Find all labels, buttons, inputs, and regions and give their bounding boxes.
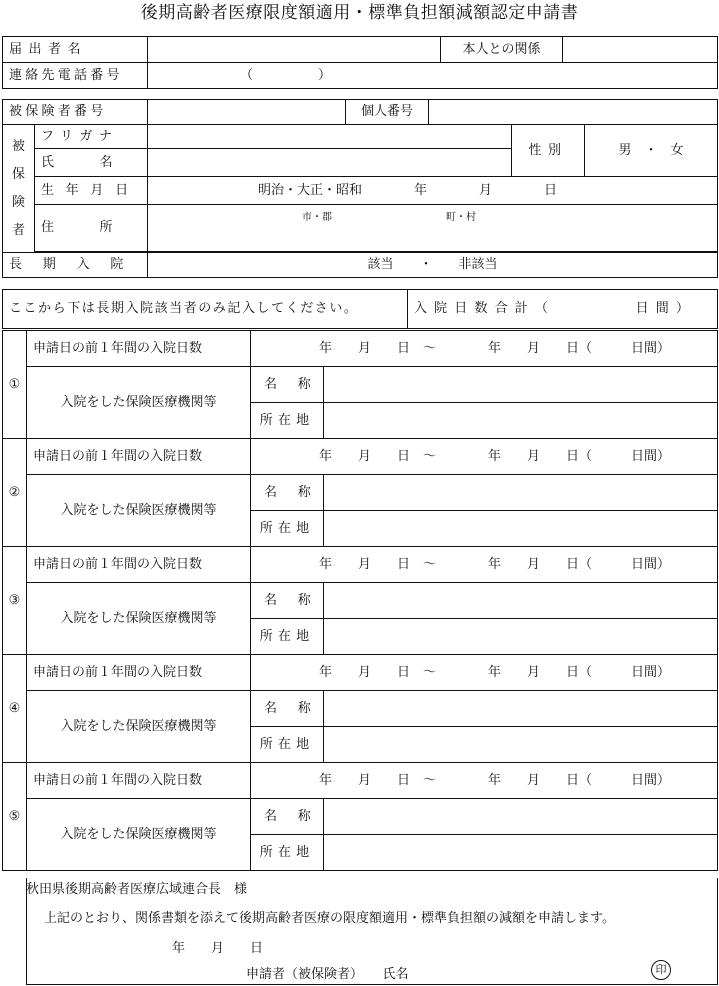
stay-row <box>3 475 718 511</box>
stay-name-field[interactable] <box>324 583 718 619</box>
birth-format: 明治・大正・昭和 年 月 日 <box>258 182 558 198</box>
phone-label: 連絡先電話番号 <box>3 63 148 89</box>
stay-location-label: 所在地 <box>251 511 324 547</box>
stay-period: 年 月 日 〜 年 月 日（ 日間） <box>319 340 671 356</box>
stay-institution-label: 入院をした保険医療機関等 <box>27 799 251 871</box>
stays-table <box>2 330 718 871</box>
furigana-label: フリガナ <box>35 125 148 149</box>
stay-name-label: 名称 <box>251 583 324 619</box>
insured-side-char: 者 <box>11 222 25 238</box>
relation-field[interactable] <box>563 37 718 63</box>
stay-name-field[interactable] <box>324 691 718 727</box>
application-date[interactable]: 年 月 日 <box>172 941 264 956</box>
furigana-field[interactable] <box>148 125 512 149</box>
seal-icon: 印 <box>651 960 671 980</box>
name-label-cell <box>35 149 159 177</box>
stay-days-label: 申請日の前１年間の入院日数 <box>27 439 251 475</box>
long-stay-note: ここから下は長期入院該当者のみ記入してください。 <box>3 290 408 329</box>
stay-number: ③ <box>3 547 27 655</box>
stay-name-field[interactable] <box>324 367 718 403</box>
section-header-table <box>2 289 718 329</box>
address-town: 町・村 <box>446 212 477 223</box>
address-city: 市・郡 <box>302 212 333 223</box>
statement: 上記のとおり、関係書類を添えて後期高齢者医療の限度額適用・標準負担額の減額を申請します。 <box>44 911 615 926</box>
stay-number: ⑤ <box>3 763 27 871</box>
stay-row <box>3 655 718 691</box>
stay-name-label: 名称 <box>251 691 324 727</box>
stay-row <box>3 547 718 583</box>
my-number-field[interactable] <box>429 100 718 125</box>
stay-row <box>3 367 718 403</box>
stay-number: ④ <box>3 655 27 763</box>
addressee: 秋田県後期高齢者医療広域連合長 様 <box>26 882 248 897</box>
birth-label: 生年月日 <box>35 177 148 205</box>
long-stay-label: 長期入院 <box>3 253 148 278</box>
stay-location-field[interactable] <box>324 835 718 871</box>
stay-period: 年 月 日 〜 年 月 日（ 日間） <box>319 448 671 464</box>
stay-name-field[interactable] <box>324 475 718 511</box>
stay-period-field[interactable] <box>251 439 718 475</box>
stay-row <box>3 799 718 835</box>
long-stay-options[interactable]: 該当 ・ 非該当 <box>148 253 718 278</box>
address-label: 住所 <box>35 205 148 252</box>
birth-field[interactable] <box>148 177 718 205</box>
stay-row <box>3 763 718 799</box>
stay-row <box>3 439 718 475</box>
stay-row <box>3 583 718 619</box>
applicant-signature[interactable]: 申請者（被保険者） 氏名 <box>246 967 409 982</box>
stay-location-label: 所在地 <box>251 403 324 439</box>
applicant-table <box>2 36 718 89</box>
gender-label: 性別 <box>512 125 585 177</box>
insured-side-label <box>3 125 35 253</box>
relation-label: 本人との関係 <box>441 37 563 63</box>
stay-name-label: 名称 <box>251 475 324 511</box>
stay-institution-label: 入院をした保険医療機関等 <box>27 583 251 655</box>
stay-days-label: 申請日の前１年間の入院日数 <box>27 655 251 691</box>
insured-number-field[interactable] <box>148 100 346 125</box>
insured-side-char: 被 <box>11 138 25 154</box>
stay-row <box>3 691 718 727</box>
insured-table <box>2 99 718 278</box>
stay-period: 年 月 日 〜 年 月 日（ 日間） <box>319 664 671 680</box>
stay-location-field[interactable] <box>324 511 718 547</box>
phone-field[interactable] <box>148 63 718 89</box>
stay-days-label: 申請日の前１年間の入院日数 <box>27 547 251 583</box>
phone-paren: （ ） <box>240 67 332 83</box>
stay-days-label: 申請日の前１年間の入院日数 <box>27 763 251 799</box>
insured-number-label: 被保険者番号 <box>3 100 148 125</box>
stay-period: 年 月 日 〜 年 月 日（ 日間） <box>319 556 671 572</box>
stay-period: 年 月 日 〜 年 月 日（ 日間） <box>319 772 671 788</box>
applicant-name-label: 届出者名 <box>3 37 148 63</box>
name-label: 氏名 <box>41 154 159 170</box>
total-days[interactable]: 入院日数合計（ 日間） <box>408 290 718 329</box>
applicant-name-field[interactable] <box>148 37 441 63</box>
stay-location-label: 所在地 <box>251 835 324 871</box>
stay-location-field[interactable] <box>324 619 718 655</box>
gender-options[interactable]: 男 ・ 女 <box>585 125 718 177</box>
stay-name-label: 名称 <box>251 799 324 835</box>
stay-row <box>3 331 718 367</box>
insured-side-char: 保 <box>11 166 25 182</box>
stay-number: ① <box>3 331 27 439</box>
insured-side-char: 険 <box>11 194 25 210</box>
stay-location-field[interactable] <box>324 403 718 439</box>
stay-location-field[interactable] <box>324 727 718 763</box>
my-number-label: 個人番号 <box>346 100 429 125</box>
address-field[interactable] <box>148 205 718 252</box>
stay-institution-label: 入院をした保険医療機関等 <box>27 691 251 763</box>
stay-institution-label: 入院をした保険医療機関等 <box>27 367 251 439</box>
stay-period-field[interactable] <box>251 331 718 367</box>
stay-days-label: 申請日の前１年間の入院日数 <box>27 331 251 367</box>
stay-period-field[interactable] <box>251 547 718 583</box>
stay-location-label: 所在地 <box>251 619 324 655</box>
stay-institution-label: 入院をした保険医療機関等 <box>27 475 251 547</box>
stay-period-field[interactable] <box>251 655 718 691</box>
insured-name-field[interactable] <box>148 149 512 177</box>
stay-number: ② <box>3 439 27 547</box>
stay-location-label: 所在地 <box>251 727 324 763</box>
stay-name-label: 名称 <box>251 367 324 403</box>
stay-name-field[interactable] <box>324 799 718 835</box>
form-title: 後期高齢者医療限度額適用・標準負担額減額認定申請書 <box>140 3 579 23</box>
stay-period-field[interactable] <box>251 763 718 799</box>
